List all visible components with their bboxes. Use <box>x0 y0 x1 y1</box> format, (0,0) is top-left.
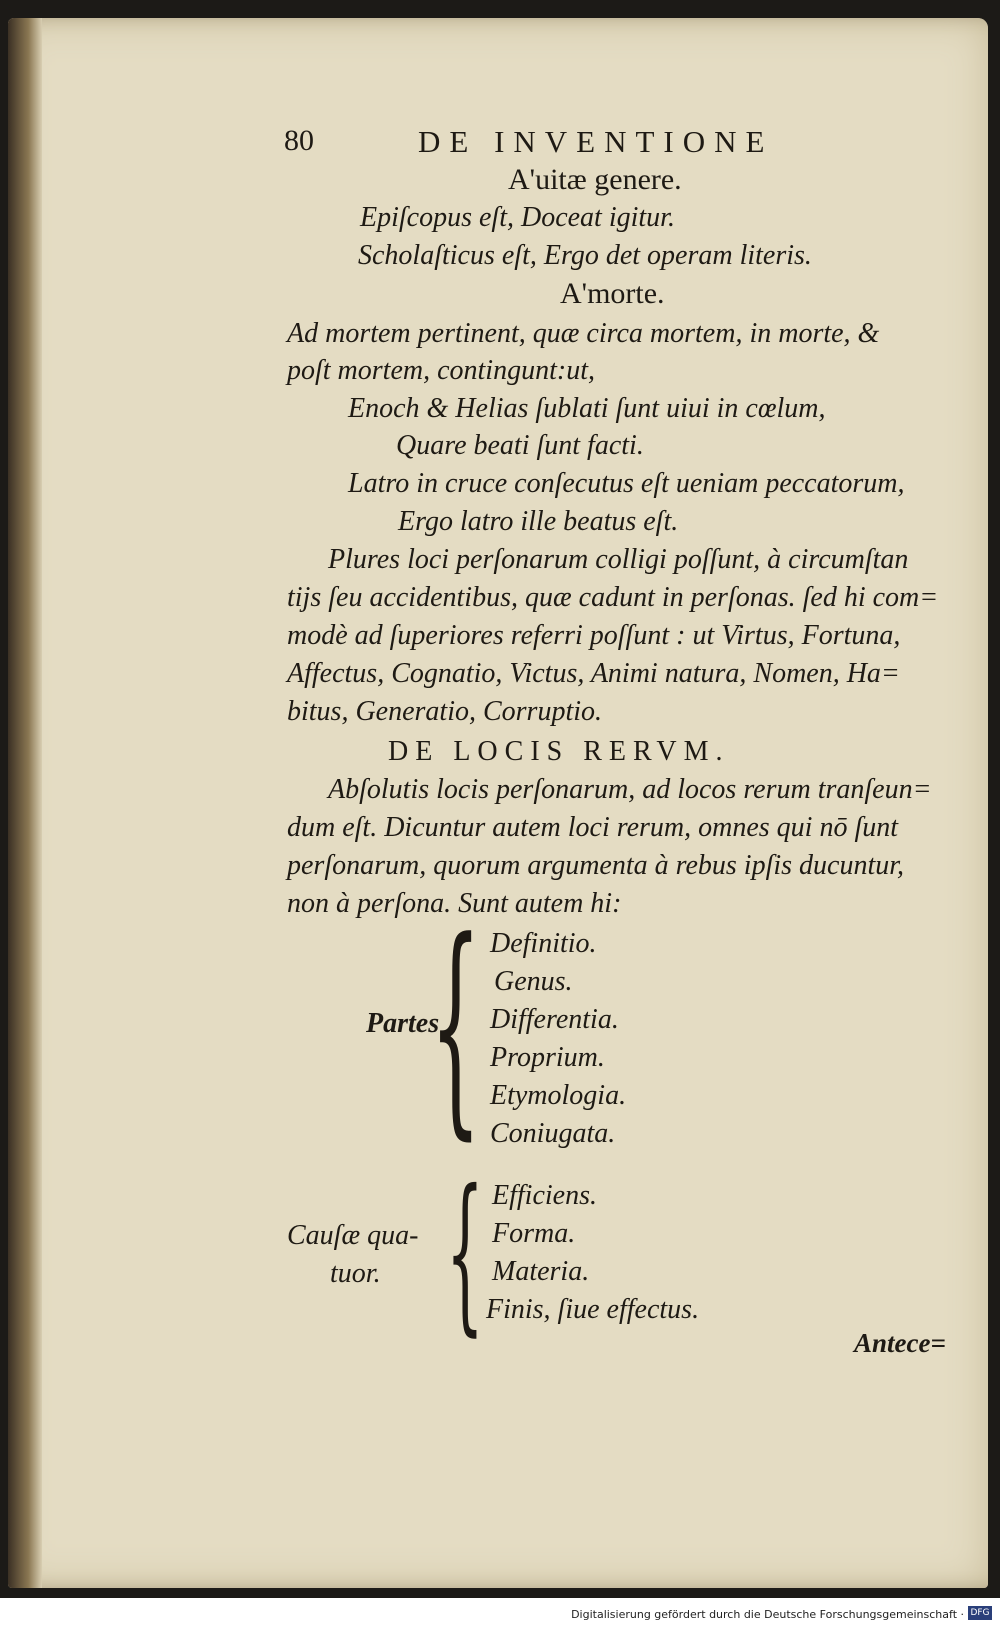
causae-label: Cauſæ qua- <box>287 1220 419 1251</box>
text-line: Abſolutis locis perſonarum, ad locos rerum tranſeun= <box>328 774 932 805</box>
text-line: Scholaſticus eſt, Ergo det operam literis. <box>358 240 812 271</box>
text-line: modè ad ſuperiores referri poſſunt : ut Virtus, Fortuna, <box>287 620 901 651</box>
text-line: Plures loci perſonarum colligi poſſunt, à circumſtan <box>328 544 909 575</box>
dfg-logo: DFG <box>968 1606 992 1620</box>
partes-item: Etymologia. <box>490 1080 627 1111</box>
text-line: non à perſona. Sunt autem hi: <box>287 888 622 919</box>
section-heading: DE LOCIS RERVM. <box>388 736 730 767</box>
text-line: poſt mortem, contingunt:ut, <box>287 355 595 386</box>
running-head: DE INVENTIONE <box>418 124 774 159</box>
text-line: Ergo latro ille beatus eſt. <box>398 506 679 537</box>
text-line: Quare beati ſunt facti. <box>396 430 644 461</box>
causae-label-2: tuor. <box>330 1258 381 1289</box>
subheading-morte: A'morte. <box>560 277 665 310</box>
text-line: Enoch & Helias ſublati ſunt uiui in cœlum, <box>348 393 826 424</box>
causae-item: Finis, ſiue effectus. <box>486 1294 700 1325</box>
page-number: 80 <box>284 124 314 157</box>
text-line: Ad mortem pertinent, quæ circa mortem, in morte, & <box>287 318 880 349</box>
book-binding <box>8 18 42 1588</box>
partes-item: Coniugata. <box>490 1118 616 1149</box>
text-line: Latro in cruce conſecutus eſt ueniam peccatorum, <box>348 468 905 499</box>
partes-item: Proprium. <box>490 1042 605 1073</box>
text-line: Affectus, Cognatio, Victus, Animi natura, Nomen, Ha= <box>287 658 900 689</box>
causae-item: Efficiens. <box>492 1180 597 1211</box>
partes-brace: { <box>430 893 482 1160</box>
catchword: Antece= <box>854 1328 946 1358</box>
partes-item: Definitio. <box>490 928 597 959</box>
text-line: tijs ſeu accidentibus, quæ cadunt in perſonas. ſed hi com= <box>287 582 939 613</box>
text-line: perſonarum, quorum argumenta à rebus ipſis ducuntur, <box>287 850 905 881</box>
partes-label: Partes <box>366 1008 440 1039</box>
causae-item: Forma. <box>492 1218 576 1249</box>
subheading-vitae: A'uitæ genere. <box>508 163 682 196</box>
text-line: Epiſcopus eſt, Doceat igitur. <box>360 202 675 233</box>
footer-credit: Digitalisierung gefördert durch die Deutsche Forschungsgemeinschaft · <box>571 1608 964 1621</box>
text-line: bitus, Generatio, Corruptio. <box>287 696 603 727</box>
partes-item: Genus. <box>494 966 573 997</box>
causae-brace: { <box>446 1154 484 1352</box>
causae-item: Materia. <box>492 1256 590 1287</box>
text-line: dum eſt. Dicuntur autem loci rerum, omnes qui nō ſunt <box>287 812 899 843</box>
partes-item: Differentia. <box>490 1004 619 1035</box>
